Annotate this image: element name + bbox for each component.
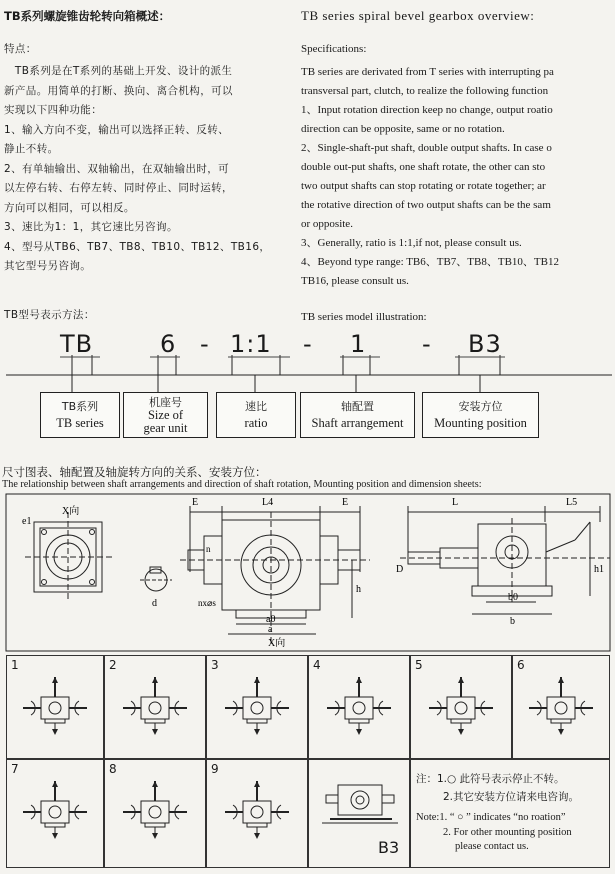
cn-title: TB系列螺旋锥齿轮转向箱概述： xyxy=(4,9,171,23)
en-model-heading: TB series model illustration: xyxy=(301,311,427,323)
arrangement-number: 1 xyxy=(11,658,19,672)
h1-label: h1 xyxy=(594,564,604,575)
h-label: h xyxy=(356,584,361,595)
en-line: 2、Single-shaft-put shaft, double output shafts. In case o xyxy=(301,142,552,154)
model-box-series xyxy=(40,392,120,438)
mounting-label: B3 xyxy=(378,838,400,857)
cn-line: 3、速比为1：1，其它速比另咨询。 xyxy=(4,221,178,233)
model-box-shaft xyxy=(300,392,415,438)
arrangement-number: 2 xyxy=(109,658,117,672)
model-part-size: 6 xyxy=(160,330,177,358)
model-part-shaft: 1 xyxy=(350,330,367,358)
x-dir-label: X向 xyxy=(62,506,80,517)
gearbox-symbol xyxy=(327,677,391,735)
l4-label: L4 xyxy=(262,497,274,508)
en-line: TB series are derivated from T series with interrupting pa xyxy=(301,66,554,78)
model-box-mounting xyxy=(422,392,539,438)
box-cn: 机座号 xyxy=(149,396,182,409)
note-en-2: 2. For other mounting position xyxy=(443,827,572,838)
note-cn-1: 注：1.○ 此符号表示停止不转。 xyxy=(416,773,565,785)
cn-model-heading: TB型号表示方法： xyxy=(4,309,95,321)
relationship-heading-cn: 尺寸图表、轴配置及轴旋转方向的关系、安装方位： xyxy=(2,465,267,479)
model-part-ratio: 1:1 xyxy=(230,330,272,358)
note-en-3: please contact us. xyxy=(455,841,529,852)
box-cn: 安装方位 xyxy=(458,400,503,413)
D-label: D xyxy=(396,564,404,575)
gearbox-symbol xyxy=(225,677,289,735)
note-cn-2: 2.其它安装方位请来电咨询。 xyxy=(443,791,580,803)
en-title: TB series spiral bevel gearbox overview: xyxy=(301,8,535,23)
en-line: two output shafts can stop rotating or rotate together; ar xyxy=(301,180,546,192)
gearbox-symbol xyxy=(123,781,187,839)
en-line: TB16, please consult us. xyxy=(301,275,409,287)
model-box-size xyxy=(123,392,208,438)
box-en: ratio xyxy=(244,416,268,430)
nxphis-label: nx⌀s xyxy=(198,598,216,608)
gearbox-symbol xyxy=(123,677,187,735)
cn-line: 4、型号从TB6、TB7、TB8、TB10、TB12、TB16， xyxy=(4,240,271,253)
cn-line: 方向可以相同，可以相反。 xyxy=(4,201,135,214)
gearbox-symbol xyxy=(23,781,87,839)
cn-body xyxy=(4,62,294,277)
en-line: double out-put shafts, one shaft rotate, the other can sto xyxy=(301,161,546,173)
a-label: a xyxy=(268,624,273,635)
arrangement-number: 9 xyxy=(211,762,219,776)
model-box-ratio xyxy=(216,392,296,438)
mounting-b3-icon xyxy=(322,785,398,823)
cn-line: 实现以下四种功能： xyxy=(4,104,103,116)
l-label: L xyxy=(452,497,459,508)
en-line: transversal part, clutch, to realize the following function xyxy=(301,85,549,97)
cn-line: 新产品。用简单的打断、换向、离合机构，可以 xyxy=(4,84,233,97)
en-body xyxy=(301,63,615,291)
gearbox-symbol xyxy=(23,677,87,735)
gearbox-symbol xyxy=(225,781,289,839)
cn-line: 1、输入方向不变，输出可以选择正转、反转、 xyxy=(4,123,230,136)
b0-label: b0 xyxy=(508,592,518,603)
en-line: or opposite. xyxy=(301,218,353,230)
cn-line: 静止不转。 xyxy=(4,143,59,155)
l5-label: L5 xyxy=(566,497,578,508)
box-en: Size of xyxy=(147,408,184,422)
arrangement-number: 3 xyxy=(211,658,219,672)
model-part-series: TB xyxy=(60,330,94,358)
arrangement-number: 4 xyxy=(313,658,321,672)
cn-line: 其它型号另咨询。 xyxy=(4,260,92,272)
en-line: direction can be opposite, same or no rotation. xyxy=(301,123,505,135)
cn-spec-heading: 特点： xyxy=(4,43,37,55)
box-en: Mounting position xyxy=(434,416,527,430)
model-dash: - xyxy=(422,330,432,358)
box-cn: TB系列 xyxy=(61,400,99,413)
d-label: d xyxy=(152,598,157,609)
arrangement-number: 5 xyxy=(415,658,423,672)
en-line: 1、Input rotation direction keep no change, output roatio xyxy=(301,104,553,116)
b-label: b xyxy=(510,616,515,627)
model-dash: - xyxy=(200,330,210,358)
e-label: E xyxy=(192,497,199,508)
box-cn: 速比 xyxy=(245,400,267,413)
box-en: Shaft arrangement xyxy=(311,416,404,430)
en-spec-heading: Specifications: xyxy=(301,43,367,55)
gearbox-symbol xyxy=(429,677,493,735)
box-en2: gear unit xyxy=(143,421,188,435)
en-line: 3、Generally, ratio is 1:1,if not, please consult us. xyxy=(301,237,522,249)
e-label-right: E xyxy=(342,497,349,508)
x-arrow-label: X向 xyxy=(268,638,286,649)
cn-line: 2、有单轴输出、双轴输出，在双轴输出时，可 xyxy=(4,162,230,175)
cn-line: TB系列是在T系列的基础上开发、设计的派生 xyxy=(4,65,233,77)
arrangement-number: 7 xyxy=(11,762,19,776)
e1-label: e1 xyxy=(22,516,32,527)
arrangement-number: 8 xyxy=(109,762,117,776)
en-line: 4、Beyond type range: TB6、TB7、TB8、TB10、TB12 xyxy=(301,256,559,268)
relationship-heading-en: The relationship between shaft arrangements and direction of shaft rotation, Mounting position and dimension sheets: xyxy=(2,479,482,490)
en-line: the rotative direction of two output shafts can be the sam xyxy=(301,199,551,211)
cn-line: 以左停右转、右停左转、同时停止、同时运转， xyxy=(4,182,233,194)
arrangement-number: 6 xyxy=(517,658,525,672)
model-part-mounting: B3 xyxy=(468,330,502,358)
box-en: TB series xyxy=(56,416,104,430)
gearbox-symbol xyxy=(529,677,593,735)
note-en-1: Note:1. “ ○ ” indicates “no roation” xyxy=(416,812,566,823)
model-dash: - xyxy=(303,330,313,358)
a0-label: a0 xyxy=(266,614,276,625)
n-label: n xyxy=(206,544,211,554)
box-cn: 轴配置 xyxy=(341,400,374,413)
